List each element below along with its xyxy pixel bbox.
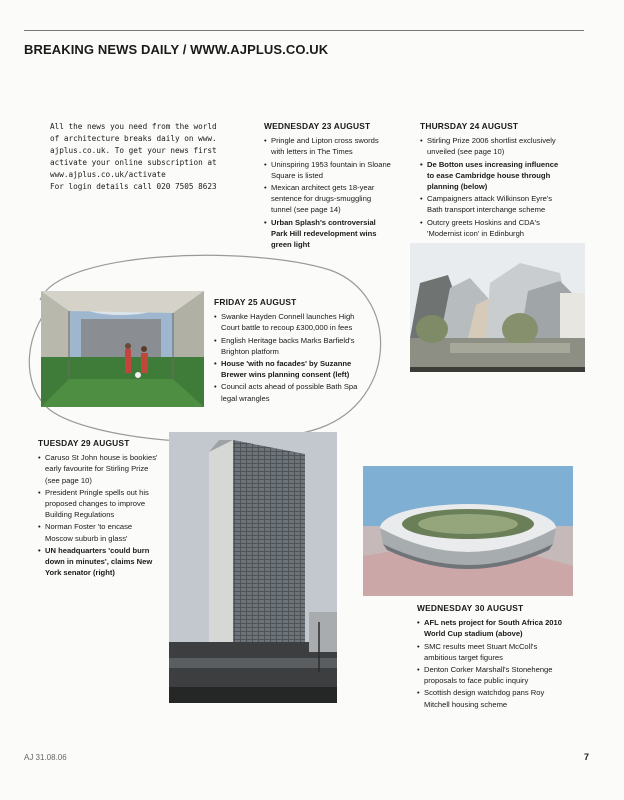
news-item: • Scottish design watchdog pans Roy Mitchell housing scheme	[417, 687, 567, 709]
stadium-photo	[363, 466, 573, 596]
column-heading: TUESDAY 29 AUGUST	[38, 438, 130, 448]
news-item: • SMC results meet Stuart McColl's ambitious target figures	[417, 641, 567, 663]
news-item: • Council acts ahead of possible Bath Spa legal wrangles	[214, 381, 374, 403]
news-item: • Uninspiring 1953 fountain in Sloane Square is listed	[264, 159, 392, 181]
news-item: • Swanke Hayden Connell launches High Court battle to recoup £300,000 in fees	[214, 311, 374, 333]
news-item: • President Pringle spells out his proposed changes to improve Building Regulations	[38, 487, 160, 521]
column-heading: WEDNESDAY 23 AUGUST	[264, 121, 371, 131]
news-item: • Denton Corker Marshall's Stonehenge proposals to face public inquiry	[417, 664, 567, 686]
intro-line: of architecture breaks daily on www.	[50, 134, 217, 143]
column-heading: THURSDAY 24 AUGUST	[420, 121, 519, 131]
news-item: • Campaigners attack Wilkinson Eyre's Bath transport interchange scheme	[420, 193, 562, 215]
news-item: • Caruso St John house is bookies' early favourite for Stirling Prize (see page 10)	[38, 452, 160, 486]
intro-line: activate your online subscription at	[50, 158, 217, 167]
intro-line: All the news you need from the world	[50, 122, 217, 131]
intro-line: For login details call 020 7505 8623	[50, 182, 217, 191]
column-heading: WEDNESDAY 30 AUGUST	[417, 603, 524, 613]
news-item: • English Heritage backs Marks Barfield's Brighton platform	[214, 335, 374, 357]
column-tue-29	[38, 438, 160, 579]
page-number: 7	[584, 752, 590, 762]
news-list	[38, 452, 160, 578]
news-item: • Stirling Prize 2006 shortlist exclusively unveiled (see page 10)	[420, 135, 562, 157]
intro-line: www.ajplus.co.uk/activate	[50, 170, 166, 179]
news-item: • UN headquarters 'could burn down in minutes', claims New York senator (right)	[38, 545, 160, 579]
news-item: • De Botton uses increasing influence to ease Cambridge house through planning (below)	[420, 159, 562, 193]
news-item: • Pringle and Lipton cross swords with letters in The Times	[264, 135, 392, 157]
masthead: BREAKING NEWS DAILY / WWW.AJPLUS.CO.UK	[24, 42, 329, 57]
un-headquarters-photo	[169, 432, 337, 703]
column-fri-25	[214, 297, 374, 405]
house-photo	[41, 291, 204, 407]
news-item: • Mexican architect gets 18-year sentence for drugs-smuggling tunnel (see page 14)	[264, 182, 392, 216]
column-wed-30	[417, 603, 567, 711]
news-item: • Urban Splash's controversial Park Hill redevelopment wins green light	[264, 217, 392, 251]
news-item: • Outcry greets Hoskins and CDA's 'Modernist icon' in Edinburgh	[420, 217, 562, 239]
news-item: • House 'with no facades' by Suzanne Brewer wins planning consent (left)	[214, 358, 374, 380]
column-heading: FRIDAY 25 AUGUST	[214, 297, 297, 307]
news-item: • Norman Foster 'to encase Moscow suburb in glass'	[38, 521, 160, 543]
news-list	[417, 617, 567, 710]
intro-line: ajplus.co.uk. To get your news first	[50, 146, 217, 155]
footer-issue-date: AJ 31.08.06	[24, 753, 67, 762]
news-list	[214, 311, 374, 404]
news-item: • AFL nets project for South Africa 2010 World Cup stadium (above)	[417, 617, 567, 639]
